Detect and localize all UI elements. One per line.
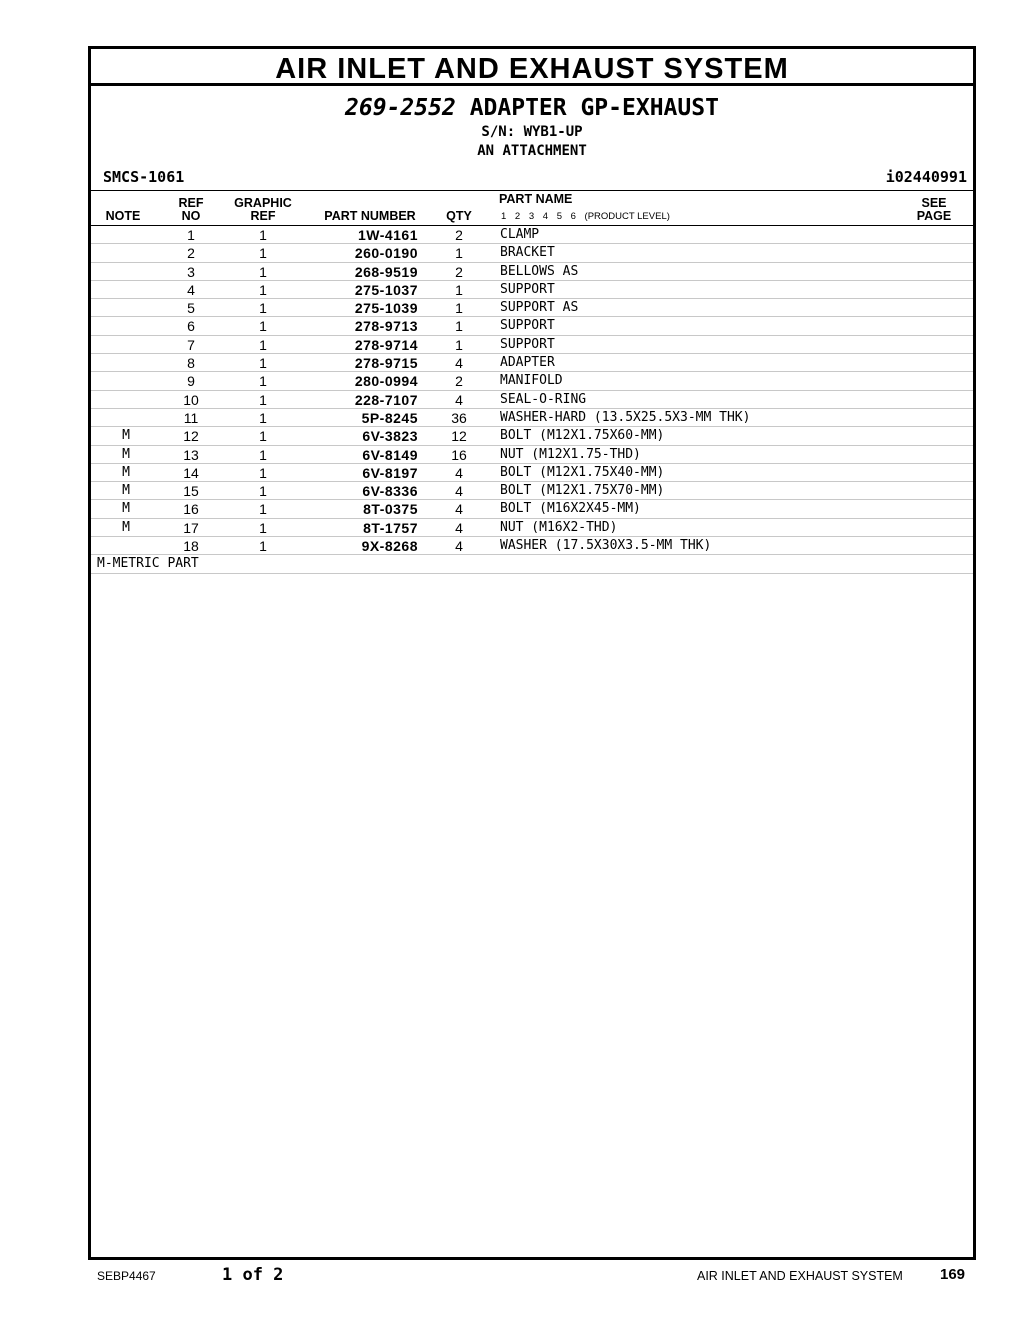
group-number: 269-2552	[345, 95, 456, 121]
row-part-name: WASHER-HARD (13.5X25.5X3-MM THK)	[500, 409, 751, 425]
header-graphic-ref: GRAPHIC REF	[234, 196, 292, 223]
row-note: M	[122, 483, 130, 499]
row-note: M	[122, 428, 130, 444]
row-graphic-ref: 1	[259, 245, 267, 262]
header-part-number: PART NUMBER	[324, 209, 416, 223]
row-qty: 1	[455, 300, 463, 317]
row-note: M	[122, 464, 130, 480]
table-row	[91, 336, 973, 354]
table-row	[91, 391, 973, 409]
table-row	[91, 354, 973, 372]
table-row	[91, 226, 973, 244]
table-row	[91, 244, 973, 262]
row-note: M	[122, 501, 130, 517]
group-name: ADAPTER GP-EXHAUST	[469, 95, 719, 121]
row-ref-no: 9	[187, 373, 195, 390]
header-product-levels: 1 2 3 4 5 6 (PRODUCT LEVEL)	[501, 211, 670, 222]
row-qty: 1	[455, 281, 463, 298]
table-row	[91, 281, 973, 299]
illustration-id: i02440991	[885, 168, 967, 186]
row-ref-no: 6	[187, 318, 195, 335]
system-title: AIR INLET AND EXHAUST SYSTEM	[91, 49, 973, 86]
row-ref-no: 4	[187, 281, 195, 298]
table-row	[91, 317, 973, 335]
header-qty: QTY	[446, 209, 472, 223]
header-ref-no: REF NO	[178, 196, 204, 223]
footnote-metric-part: M-METRIC PART	[97, 556, 199, 572]
row-ref-no: 17	[183, 519, 199, 536]
row-part-number: 6V-8149	[362, 446, 418, 463]
row-ref-no: 11	[183, 409, 199, 426]
row-part-number: 1W-4161	[357, 227, 418, 243]
row-qty: 4	[455, 464, 463, 481]
row-part-name: MANIFOLD	[500, 373, 563, 389]
row-graphic-ref: 1	[259, 446, 267, 463]
row-part-name: WASHER (17.5X30X3.5-MM THK)	[500, 538, 712, 554]
row-qty: 36	[451, 409, 467, 426]
row-part-number: 275-1037	[354, 281, 418, 298]
row-qty: 2	[455, 263, 463, 280]
serial-number: S/N: WYB1-UP	[481, 124, 583, 140]
row-graphic-ref: 1	[259, 538, 267, 555]
table-row	[91, 500, 973, 518]
parts-page-frame	[88, 46, 976, 1260]
row-graphic-ref: 1	[259, 355, 267, 372]
table-row	[91, 519, 973, 537]
header-see-page: SEE PAGE	[916, 196, 952, 223]
row-ref-no: 15	[183, 483, 199, 500]
table-row	[91, 299, 973, 317]
row-qty: 4	[455, 483, 463, 500]
row-graphic-ref: 1	[259, 519, 267, 536]
footer-page-of: 1 of 2	[222, 1265, 284, 1285]
row-part-name: NUT (M12X1.75-THD)	[500, 446, 641, 462]
table-row	[91, 372, 973, 390]
row-ref-no: 13	[183, 446, 199, 463]
footer-doc-number: SEBP4467	[97, 1269, 156, 1283]
table-header	[91, 190, 973, 226]
row-ref-no: 1	[187, 227, 195, 243]
row-part-number: 278-9714	[354, 336, 418, 353]
row-part-number: 6V-8336	[362, 483, 418, 500]
row-graphic-ref: 1	[259, 373, 267, 390]
table-row	[91, 409, 973, 427]
row-qty: 12	[451, 428, 467, 445]
row-graphic-ref: 1	[259, 483, 267, 500]
row-graphic-ref: 1	[259, 464, 267, 481]
row-part-number: 275-1039	[354, 300, 418, 317]
row-part-number: 278-9715	[354, 355, 418, 372]
row-qty: 4	[455, 519, 463, 536]
attachment-label: AN ATTACHMENT	[477, 143, 587, 159]
row-ref-no: 5	[187, 300, 195, 317]
row-qty: 4	[455, 355, 463, 372]
row-ref-no: 16	[183, 501, 199, 518]
row-part-name: ADAPTER	[500, 355, 555, 371]
row-ref-no: 7	[187, 336, 195, 353]
row-qty: 2	[455, 373, 463, 390]
header-part-name: PART NAME	[499, 192, 573, 206]
row-ref-no: 2	[187, 245, 195, 262]
row-part-number: 6V-3823	[362, 428, 418, 445]
row-part-number: 8T-0375	[363, 501, 418, 518]
row-note: M	[122, 519, 130, 535]
row-ref-no: 8	[187, 355, 195, 372]
row-part-name: SUPPORT	[500, 336, 555, 352]
table-row	[91, 263, 973, 281]
row-qty: 4	[455, 538, 463, 555]
table-row	[91, 427, 973, 445]
table-row	[91, 537, 973, 555]
row-part-number: 5P-8245	[361, 409, 418, 426]
row-part-name: BOLT (M16X2X45-MM)	[500, 501, 641, 517]
row-part-number: 9X-8268	[361, 538, 418, 555]
row-part-number: 280-0994	[354, 373, 418, 390]
row-part-name: SUPPORT	[500, 281, 555, 297]
footer-page-number: 169	[940, 1266, 966, 1283]
row-graphic-ref: 1	[259, 409, 267, 426]
row-graphic-ref: 1	[259, 318, 267, 335]
footer-system-name: AIR INLET AND EXHAUST SYSTEM	[697, 1269, 903, 1283]
row-part-number: 260-0190	[354, 245, 418, 262]
row-ref-no: 12	[183, 428, 199, 445]
row-qty: 1	[455, 336, 463, 353]
row-ref-no: 14	[183, 464, 199, 481]
parts-table-body	[91, 226, 973, 574]
row-ref-no: 3	[187, 263, 195, 280]
row-part-number: 228-7107	[354, 391, 418, 408]
row-qty: 4	[455, 391, 463, 408]
row-part-name: SUPPORT	[500, 318, 555, 334]
row-graphic-ref: 1	[259, 501, 267, 518]
table-row	[91, 446, 973, 464]
row-graphic-ref: 1	[259, 281, 267, 298]
row-qty: 2	[455, 227, 463, 243]
row-part-name: NUT (M16X2-THD)	[500, 519, 618, 535]
row-graphic-ref: 1	[259, 428, 267, 445]
row-graphic-ref: 1	[259, 391, 267, 408]
row-part-name: SUPPORT AS	[500, 300, 579, 316]
row-graphic-ref: 1	[259, 300, 267, 317]
row-graphic-ref: 1	[259, 336, 267, 353]
row-qty: 4	[455, 501, 463, 518]
header-note: NOTE	[105, 209, 141, 223]
row-part-name: BOLT (M12X1.75X60-MM)	[500, 428, 665, 444]
row-part-number: 268-9519	[354, 263, 418, 280]
row-part-name: CLAMP	[500, 227, 540, 242]
row-part-name: BOLT (M12X1.75X70-MM)	[500, 483, 665, 499]
row-qty: 1	[455, 245, 463, 262]
footnote-row	[91, 555, 973, 573]
row-part-number: 8T-1757	[363, 519, 418, 536]
row-note: M	[122, 446, 130, 462]
row-part-number: 6V-8197	[362, 464, 418, 481]
row-part-name: BOLT (M12X1.75X40-MM)	[500, 464, 665, 480]
row-part-name: SEAL-O-RING	[500, 391, 587, 407]
row-ref-no: 18	[183, 538, 199, 555]
row-qty: 16	[451, 446, 467, 463]
smcs-code: SMCS-1061	[103, 168, 185, 186]
table-row	[91, 464, 973, 482]
row-graphic-ref: 1	[259, 263, 267, 280]
row-part-name: BRACKET	[500, 245, 555, 261]
table-row	[91, 482, 973, 500]
group-heading	[91, 94, 973, 122]
row-ref-no: 10	[183, 391, 199, 408]
row-qty: 1	[455, 318, 463, 335]
row-part-number: 278-9713	[354, 318, 418, 335]
row-graphic-ref: 1	[259, 227, 267, 243]
row-part-name: BELLOWS AS	[500, 263, 579, 279]
